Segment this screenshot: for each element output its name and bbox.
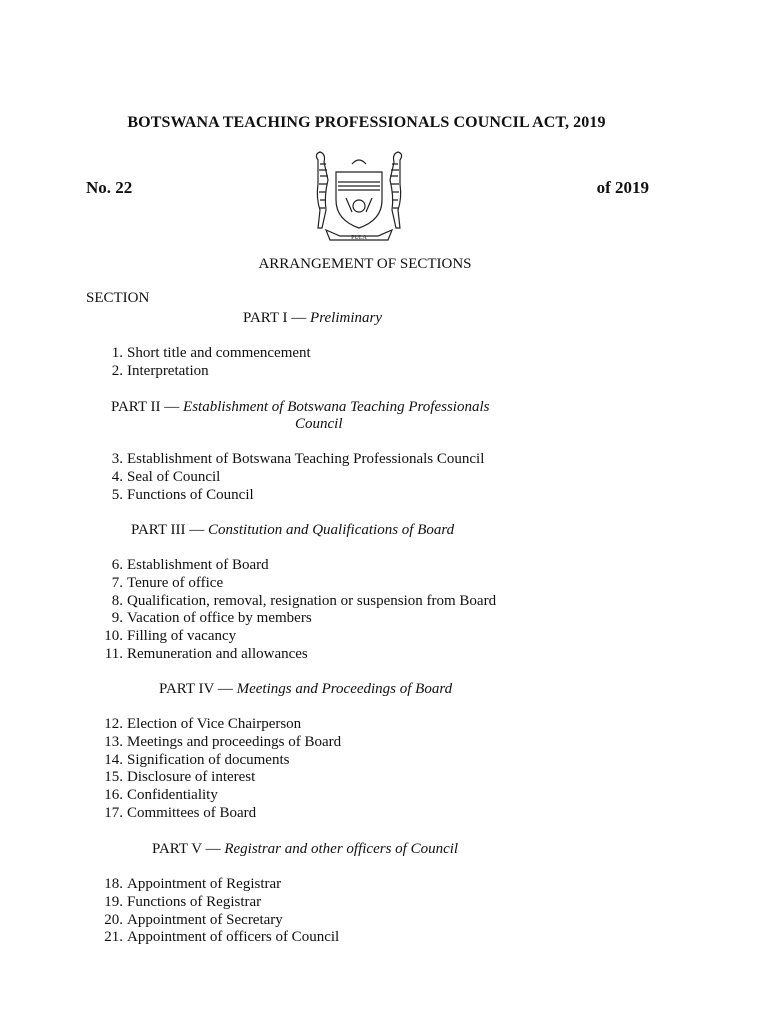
section-column-label: SECTION [86, 290, 150, 306]
list-item[interactable] [86, 752, 341, 770]
section-title: Qualification, removal, resignation or suspension from Board [127, 592, 497, 609]
section-number: 6. [111, 557, 123, 573]
section-number: 10. [104, 628, 123, 645]
part-2-heading [111, 399, 489, 416]
list-item[interactable] [86, 628, 496, 646]
crest-motto: PULA [351, 235, 367, 241]
list-item[interactable] [86, 716, 341, 734]
section-title: Filling of vacancy [127, 628, 237, 645]
section-title: Functions of Council [127, 486, 254, 503]
section-number: 3. [111, 451, 123, 467]
section-title: Establishment of Botswana Teaching Professionals Council [127, 451, 485, 467]
section-title: Establishment of Board [127, 557, 269, 573]
part-2-title: Establishment of Botswana Teaching Professionals [183, 399, 490, 415]
list-item[interactable] [86, 787, 341, 805]
section-title: Appointment of officers of Council [127, 929, 340, 946]
list-item[interactable] [86, 469, 484, 487]
section-number: 14. [104, 751, 123, 768]
list-item[interactable] [86, 610, 496, 628]
part-2-heading-cont [295, 416, 343, 433]
part-2-label: PART II — [111, 399, 180, 415]
section-number: 12. [104, 716, 123, 732]
section-number: 2. [111, 362, 123, 379]
list-item[interactable] [86, 805, 341, 823]
section-number: 20. [104, 911, 123, 928]
section-title: Remuneration and allowances [127, 645, 308, 662]
list-item[interactable] [86, 451, 484, 469]
section-title: Meetings and proceedings of Board [127, 733, 342, 750]
list-item[interactable] [86, 929, 339, 947]
part-2-title-line2: Council [295, 416, 343, 432]
part-3-heading [131, 522, 454, 539]
section-number: 7. [111, 574, 123, 591]
arrangement-heading: ARRANGEMENT OF SECTIONS [258, 256, 472, 272]
part-4-heading [159, 681, 452, 698]
list-item[interactable] [86, 876, 339, 894]
list-item[interactable] [86, 646, 496, 664]
part-1-section-list [86, 345, 311, 381]
section-number: 17. [104, 804, 123, 821]
section-title: Election of Vice Chairperson [127, 716, 302, 732]
section-title: Signification of documents [127, 751, 290, 768]
section-title: Vacation of office by members [127, 610, 312, 627]
act-title: BOTSWANA TEACHING PROFESSIONALS COUNCIL ACT, 2019 [127, 114, 606, 131]
section-title: Functions of Registrar [127, 893, 262, 910]
part-2-section-list [86, 451, 484, 504]
section-number: 8. [111, 592, 123, 609]
part-5-label: PART V — [152, 841, 221, 857]
part-3-title: Constitution and Qualifications of Board [208, 522, 455, 538]
part-1-label: PART I — [243, 310, 307, 326]
section-number: 18. [104, 876, 123, 892]
list-item[interactable] [86, 487, 484, 505]
section-number: 16. [104, 787, 123, 804]
list-item[interactable] [86, 894, 339, 912]
section-number: 5. [111, 486, 123, 503]
section-title: Appointment of Secretary [127, 911, 283, 928]
part-5-title: Registrar and other officers of Council [224, 841, 459, 857]
list-item[interactable] [86, 363, 311, 381]
list-item[interactable] [86, 557, 496, 575]
part-3-label: PART III — [131, 522, 205, 538]
section-number: 15. [104, 769, 123, 786]
list-item[interactable] [86, 575, 496, 593]
list-item[interactable] [86, 593, 496, 611]
section-number: 9. [111, 610, 123, 627]
section-number: 11. [104, 645, 123, 662]
part-4-section-list [86, 716, 341, 823]
list-item[interactable] [86, 734, 341, 752]
section-number: 21. [104, 929, 123, 946]
part-4-label: PART IV — [159, 681, 233, 697]
section-title: Seal of Council [127, 468, 221, 485]
section-title: Committees of Board [127, 804, 257, 821]
part-4-title: Meetings and Proceedings of Board [236, 681, 453, 697]
act-year: of 2019 [596, 178, 649, 197]
section-title: Confidentiality [127, 787, 218, 804]
section-title: Disclosure of interest [127, 769, 256, 786]
section-title: Tenure of office [127, 574, 224, 591]
part-5-heading [152, 841, 458, 858]
list-item[interactable] [86, 912, 339, 930]
section-number: 13. [104, 733, 123, 750]
section-title: Appointment of Registrar [127, 876, 282, 892]
section-number: 4. [111, 468, 123, 485]
list-item[interactable] [86, 769, 341, 787]
section-title: Interpretation [127, 362, 209, 379]
coat-of-arms-icon [300, 150, 418, 242]
section-number: 19. [104, 893, 123, 910]
section-number: 1. [111, 345, 123, 361]
list-item[interactable] [86, 345, 311, 363]
section-title: Short title and commencement [127, 345, 311, 361]
part-5-section-list [86, 876, 339, 947]
part-3-section-list [86, 557, 496, 664]
part-1-heading [243, 310, 382, 327]
act-number: No. 22 [86, 178, 133, 197]
part-1-title: Preliminary [310, 310, 382, 326]
